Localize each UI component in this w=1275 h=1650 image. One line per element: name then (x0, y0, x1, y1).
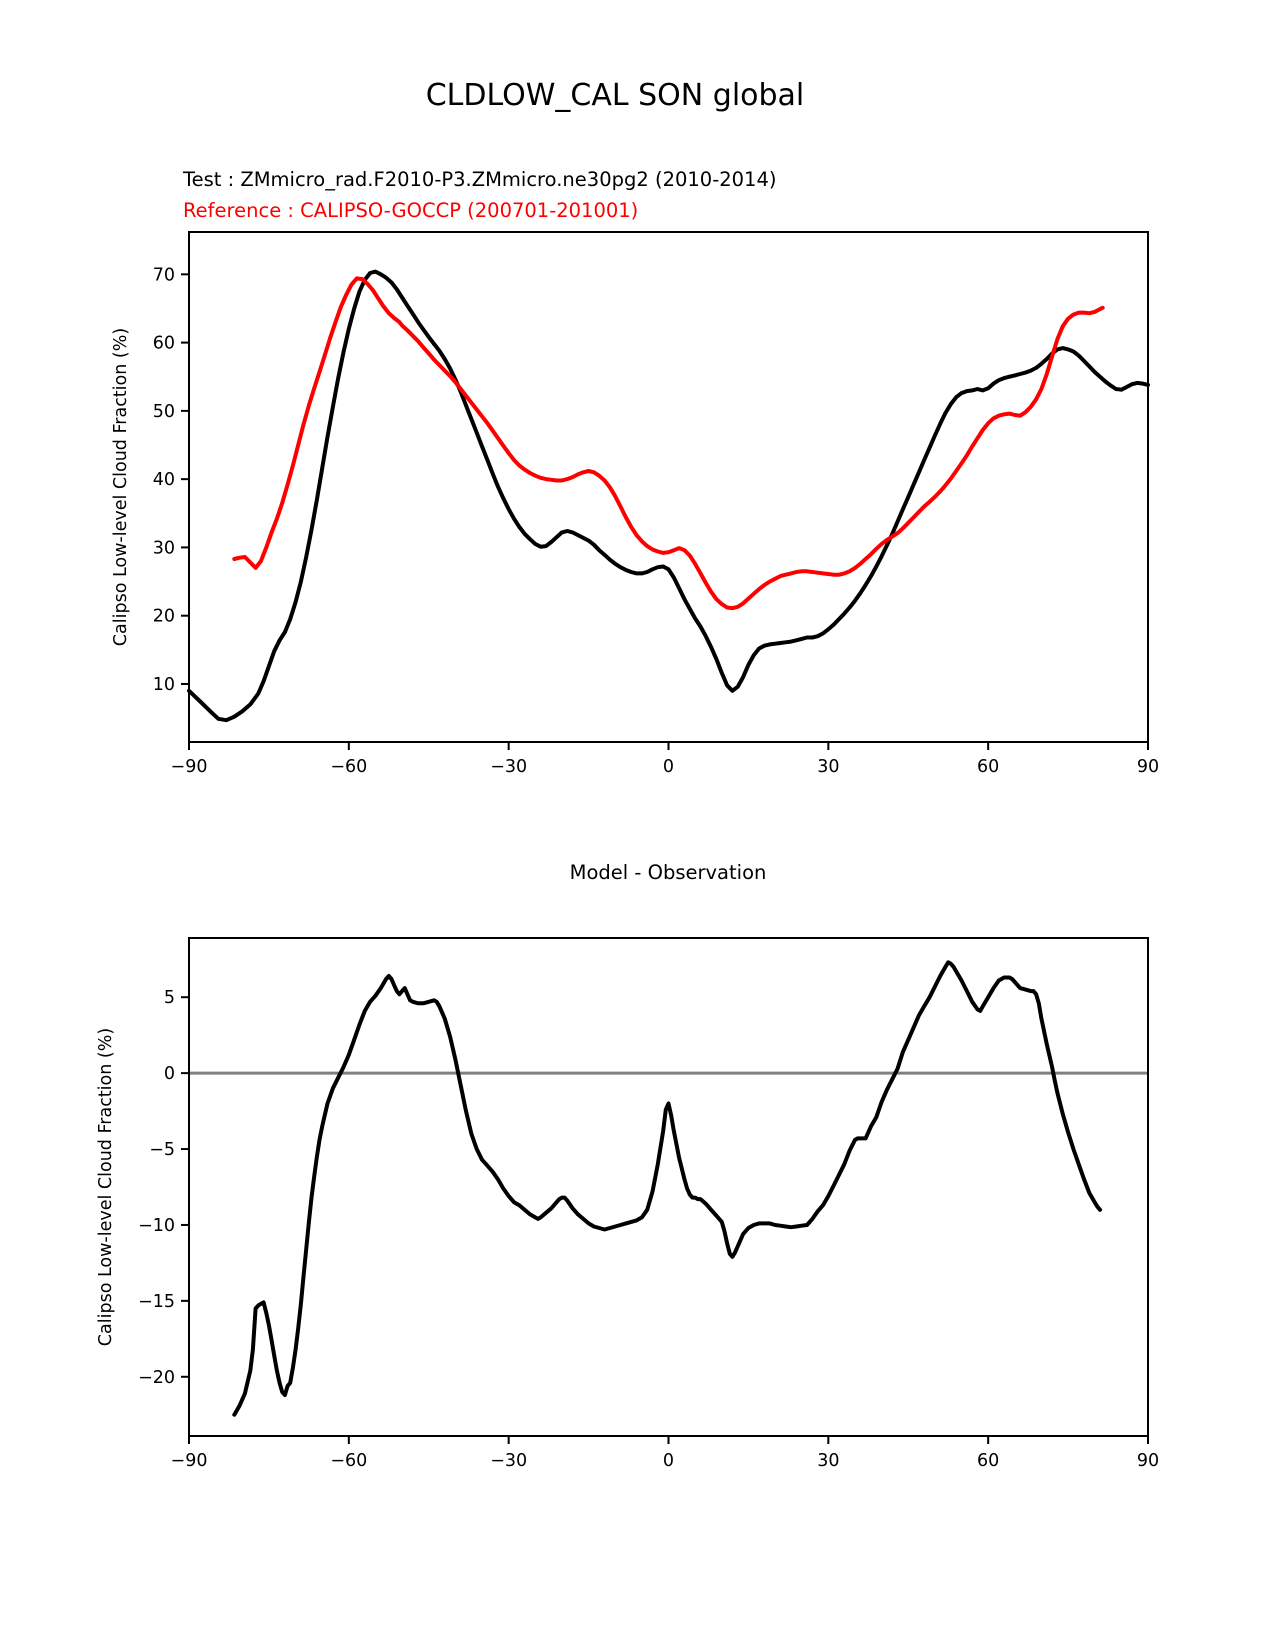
x-tick-label: −30 (490, 757, 528, 777)
x-tick-label: 30 (817, 1451, 840, 1471)
series-line-0-0 (189, 272, 1148, 721)
top-plot-ylabel: Calipso Low-level Cloud Fraction (%) (111, 327, 131, 647)
axes-1 (138, 938, 1159, 1471)
y-tick-label: −5 (149, 1140, 175, 1161)
x-tick-label: −60 (330, 757, 368, 777)
x-tick-label: −30 (490, 1451, 528, 1471)
y-tick-label: 50 (152, 401, 175, 422)
test-run-label: Test : ZMmicro_rad.F2010-P3.ZMmicro.ne30pg2 (2010-2014) (183, 168, 777, 191)
figure-title: CLDLOW_CAL SON global (425, 78, 805, 113)
axes-frame (189, 232, 1148, 742)
reference-run-label: Reference : CALIPSO-GOCCP (200701-201001) (183, 199, 639, 222)
y-tick-label: 70 (152, 265, 175, 286)
x-tick-label: 90 (1136, 1451, 1160, 1471)
y-tick-label: 20 (152, 606, 175, 627)
y-tick-label: −20 (138, 1367, 175, 1388)
x-tick-label: 0 (662, 1451, 675, 1471)
x-tick-label: 0 (662, 757, 675, 777)
series-line-1-0 (234, 962, 1100, 1414)
bottom-plot-ylabel: Calipso Low-level Cloud Fraction (%) (96, 1027, 116, 1347)
y-tick-label: −10 (138, 1215, 175, 1236)
x-tick-label: −60 (330, 1451, 368, 1471)
x-tick-label: 60 (977, 1451, 1000, 1471)
y-tick-label: −15 (138, 1291, 175, 1312)
bottom-plot-title: Model - Observation (569, 861, 767, 884)
y-tick-label: 40 (152, 470, 175, 491)
x-tick-label: 60 (977, 757, 1000, 777)
y-tick-label: 60 (152, 333, 175, 354)
axes-0 (153, 232, 1159, 777)
axes-frame (189, 938, 1148, 1436)
x-tick-label: −90 (170, 1451, 208, 1471)
y-tick-label: 10 (152, 674, 175, 695)
series-line-0-1 (234, 278, 1102, 608)
y-tick-label: 5 (163, 988, 175, 1009)
x-tick-label: −90 (170, 757, 208, 777)
y-tick-label: 30 (152, 538, 175, 559)
x-tick-label: 90 (1136, 757, 1160, 777)
x-tick-label: 30 (817, 757, 840, 777)
y-tick-label: 0 (163, 1064, 175, 1085)
